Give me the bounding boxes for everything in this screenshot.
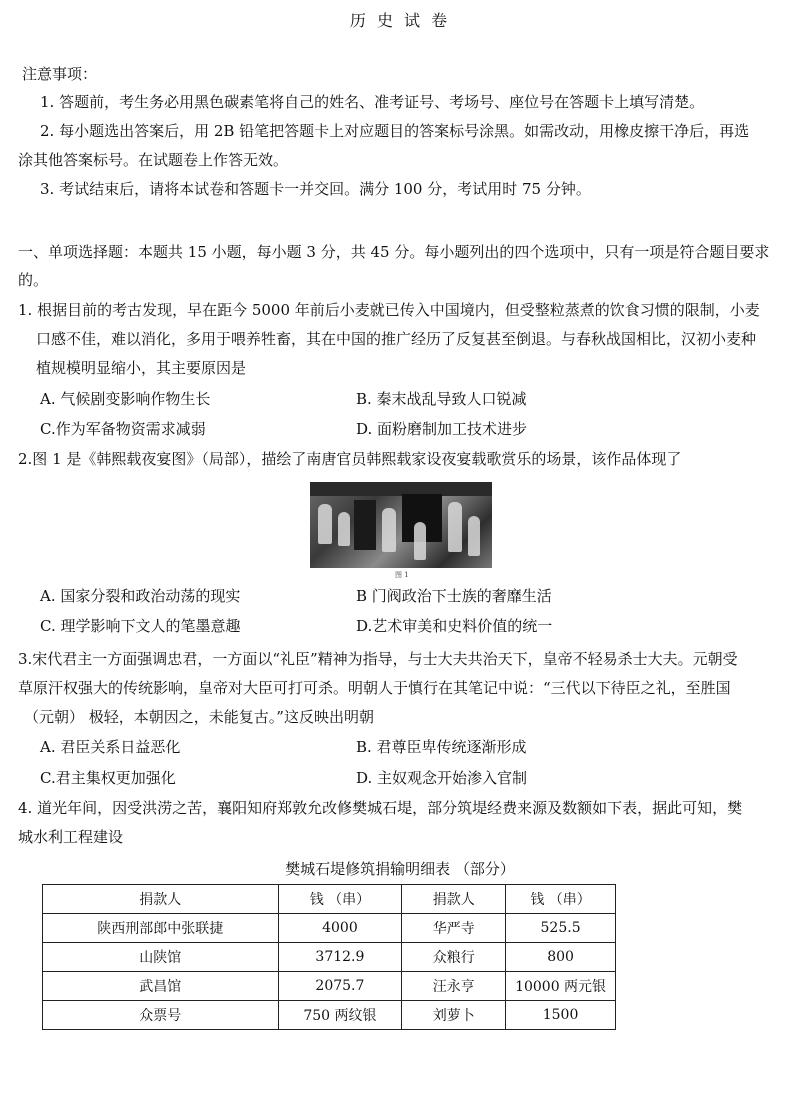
table-row [43,1001,616,1030]
notice-line-2a: 2. 每小题选出答案后，用 2B 铅笔把答题卡上对应题目的答案标号涂黑。如需改动，用橡皮擦干净后，再选 [40,122,750,140]
q1-stem-line-1: 1. 根据目前的考古发现，早在距今 5000 年前后小麦就已传入中国境内，但受整粒蒸煮的饮食习惯的限制，小麦 [18,301,760,319]
header-amount: 钱 （串） [506,885,616,914]
table-cell: 山陕馆 [43,943,279,972]
q4-table-title: 樊城石堤修筑捐输明细表 （部分） [285,860,515,878]
q3-stem-line-3: （元朝） 极轻，本朝因之，未能复古。”这反映出明朝 [24,708,374,726]
q1-option-d: D. 面粉磨制加工技术进步 [356,420,528,438]
table-cell: 众粮行 [402,943,506,972]
donation-table [42,884,616,1030]
table-cell: 陕西刑部郎中张联捷 [43,914,279,943]
section-heading-line-1: 一、单项选择题：本题共 15 小题，每小题 3 分，共 45 分。每小题列出的四个选项中，只有一项是符合题目要求 [18,243,770,261]
q3-option-b: B. 君尊臣卑传统逐渐形成 [356,738,527,756]
table-cell: 2075.7 [278,972,402,1001]
q1-option-b: B. 秦末战乱导致人口锐减 [356,390,527,408]
q1-option-c: C.作为军备物资需求减弱 [40,420,206,438]
q2-option-a: A. 国家分裂和政治动荡的现实 [40,587,241,605]
q1-stem-line-2: 口感不佳，难以消化，多用于喂养牲畜，其在中国的推广经历了反复甚至倒退。与春秋战国相比，汉初小麦种 [36,330,757,348]
notice-heading: 注意事项： [22,65,98,83]
section-heading-line-2: 的。 [18,271,49,289]
table-cell: 10000 两元银 [506,972,616,1001]
table-cell: 3712.9 [278,943,402,972]
q2-stem-line-1: 2.图 1 是《韩熙载夜宴图》（局部），描绘了南唐官员韩熙载家设夜宴载歌赏乐的场景，该作品体现了 [18,450,682,468]
header-amount: 钱 （串） [278,885,402,914]
table-cell: 众票号 [43,1001,279,1030]
table-cell: 4000 [278,914,402,943]
table-cell: 华严寺 [402,914,506,943]
q1-stem-line-3: 植规模明显缩小，其主要原因是 [36,359,247,377]
notice-line-1: 1. 答题前，考生务必用黑色碳素笔将自己的姓名、准考证号、考场号、座位号在答题卡上填写清楚。 [40,93,705,111]
table-cell: 800 [506,943,616,972]
table-cell: 刘萝卜 [402,1001,506,1030]
table-cell: 1500 [506,1001,616,1030]
table-cell: 525.5 [506,914,616,943]
q3-stem-line-1: 3.宋代君主一方面强调忠君，一方面以“礼臣”精神为指导，与士大夫共治天下，皇帝不轻易杀士大夫。元朝受 [18,650,738,668]
q4-stem-line-1: 4. 道光年间，因受洪涝之苦，襄阳知府郑敦允改修樊城石堤，部分筑堤经费来源及数额如下表，据此可知，樊 [18,799,743,817]
q2-option-c: C. 理学影响下文人的笔墨意趣 [40,617,241,635]
table-row [43,914,616,943]
figure-1-caption: 图 1 [395,571,409,579]
q1-option-a: A. 气候剧变影响作物生长 [40,390,211,408]
q3-option-a: A. 君臣关系日益恶化 [40,738,181,756]
q2-option-b: B 门阀政治下士族的奢靡生活 [356,587,552,605]
table-cell: 750 两纹银 [278,1001,402,1030]
q3-stem-line-2: 草原汗权强大的传统影响，皇帝对大臣可打可杀。明朝人于慎行在其笔记中说：“三代以下待臣之礼，至胜国 [18,679,731,697]
table-row [43,943,616,972]
header-donor: 捐款人 [402,885,506,914]
q3-option-c: C.君主集权更加强化 [40,769,176,787]
header-donor: 捐款人 [43,885,279,914]
table-cell: 武昌馆 [43,972,279,1001]
notice-line-2b: 涂其他答案标号。在试题卷上作答无效。 [18,151,289,169]
q2-option-d: D.艺术审美和史料价值的统一 [356,617,553,635]
q4-stem-line-2: 城水利工程建设 [18,828,124,846]
table-header-row [43,885,616,914]
table-cell: 汪永亨 [402,972,506,1001]
notice-line-3: 3. 考试结束后，请将本试卷和答题卡一并交回。满分 100 分，考试用时 75 分钟。 [40,180,591,198]
page-title: 历 史 试 卷 [349,11,451,30]
q3-option-d: D. 主奴观念开始渗入官制 [356,769,528,787]
table-row [43,972,616,1001]
figure-1-painting [310,482,492,568]
